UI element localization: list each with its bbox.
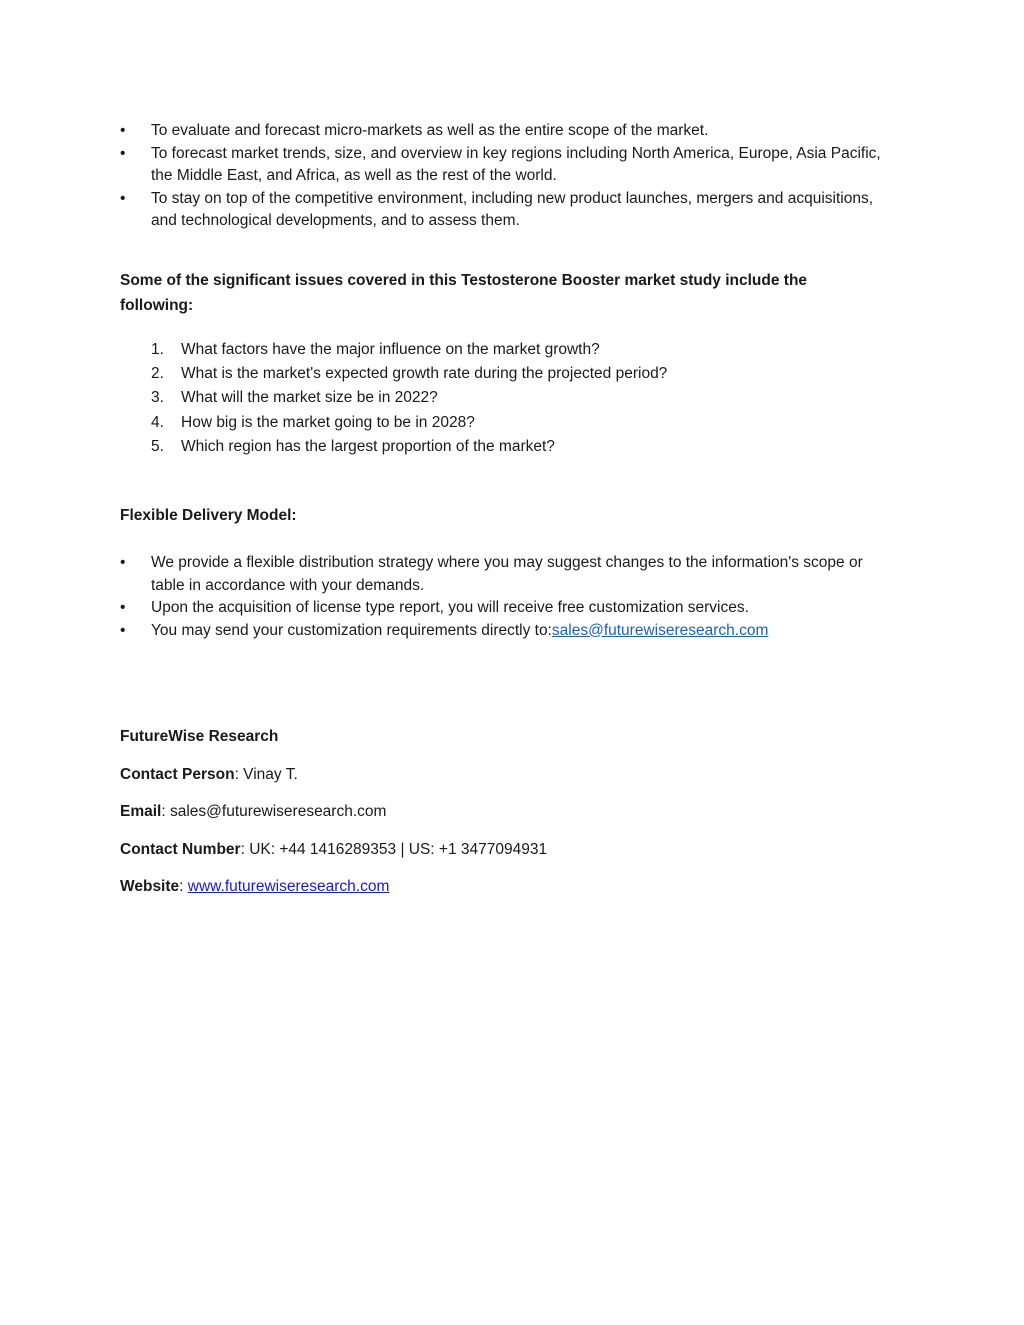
list-item bbox=[120, 435, 900, 459]
list-item bbox=[120, 120, 900, 143]
objective-text: To evaluate and forecast micro-markets as well as the entire scope of the market. bbox=[151, 122, 709, 139]
question-text: Which region has the largest proportion of the market? bbox=[181, 437, 555, 455]
delivery-heading: Flexible Delivery Model: bbox=[120, 507, 297, 524]
contact-person-label: Contact Person bbox=[120, 766, 235, 783]
objective-text: To stay on top of the competitive environment, including new product launches, mergers and acquisitions, and technological developments, and to assess them. bbox=[151, 189, 874, 229]
bullet-icon: • bbox=[120, 554, 126, 571]
objective-text: To forecast market trends, size, and overview in key regions including North America, Europe, Asia Pacific, the Middle East, and Africa, as well as the rest of the world. bbox=[151, 144, 881, 184]
issues-heading: Some of the significant issues covered in this Testosterone Booster market study include the following: bbox=[120, 272, 808, 314]
website-label: Website bbox=[120, 878, 180, 895]
list-item bbox=[120, 143, 900, 188]
question-number: 5. bbox=[151, 437, 164, 455]
bullet-icon: • bbox=[120, 144, 126, 162]
questions-list bbox=[120, 338, 900, 459]
list-item bbox=[120, 597, 900, 620]
question-text: What factors have the major influence on the market growth? bbox=[181, 341, 600, 358]
email-value: : sales@futurewiseresearch.com bbox=[161, 803, 387, 820]
list-item bbox=[120, 338, 900, 362]
delivery-email-prefix: You may send your customization requirements directly to: bbox=[151, 621, 552, 639]
list-item bbox=[120, 188, 900, 233]
sales-email-link[interactable]: sales@futurewiseresearch.com bbox=[551, 621, 769, 639]
question-number: 1. bbox=[151, 341, 164, 358]
delivery-list bbox=[120, 552, 900, 642]
contact-number-value: : UK: +44 1416289353 | US: +1 3477094931 bbox=[240, 841, 548, 858]
email-label: Email bbox=[120, 803, 162, 820]
delivery-text: Upon the acquisition of license type report, you will receive free customization services. bbox=[151, 599, 749, 616]
objectives-section bbox=[120, 120, 900, 233]
list-item bbox=[120, 386, 900, 410]
list-item bbox=[120, 411, 900, 435]
question-text: What will the market size be in 2022? bbox=[181, 389, 438, 407]
question-number: 2. bbox=[151, 365, 164, 383]
contact-person-value: : Vinay T. bbox=[234, 766, 298, 783]
contact-number-line bbox=[120, 839, 900, 861]
bullet-icon: • bbox=[120, 599, 126, 616]
company-name: FutureWise Research bbox=[120, 728, 279, 745]
list-item bbox=[120, 620, 900, 643]
bullet-icon: • bbox=[120, 189, 126, 207]
website-separator: : bbox=[179, 878, 188, 895]
contact-person-line bbox=[120, 764, 900, 786]
objectives-list bbox=[120, 120, 900, 233]
website-link[interactable]: www.futurewiseresearch.com bbox=[187, 878, 390, 895]
question-number: 3. bbox=[151, 389, 164, 407]
website-line bbox=[120, 876, 900, 898]
question-text: How big is the market going to be in 2028? bbox=[181, 413, 475, 431]
email-line bbox=[120, 801, 900, 823]
list-item bbox=[120, 552, 900, 597]
bullet-icon: • bbox=[120, 122, 126, 139]
delivery-text: We provide a flexible distribution strategy where you may suggest changes to the information's scope or table in accordance with your demands. bbox=[151, 554, 863, 594]
question-number: 4. bbox=[151, 413, 164, 431]
list-item bbox=[120, 362, 900, 386]
contact-number-label: Contact Number bbox=[120, 841, 241, 858]
issues-section bbox=[120, 338, 900, 459]
question-text: What is the market's expected growth rate during the projected period? bbox=[181, 365, 668, 383]
delivery-section bbox=[120, 552, 900, 642]
bullet-icon: • bbox=[120, 621, 126, 639]
